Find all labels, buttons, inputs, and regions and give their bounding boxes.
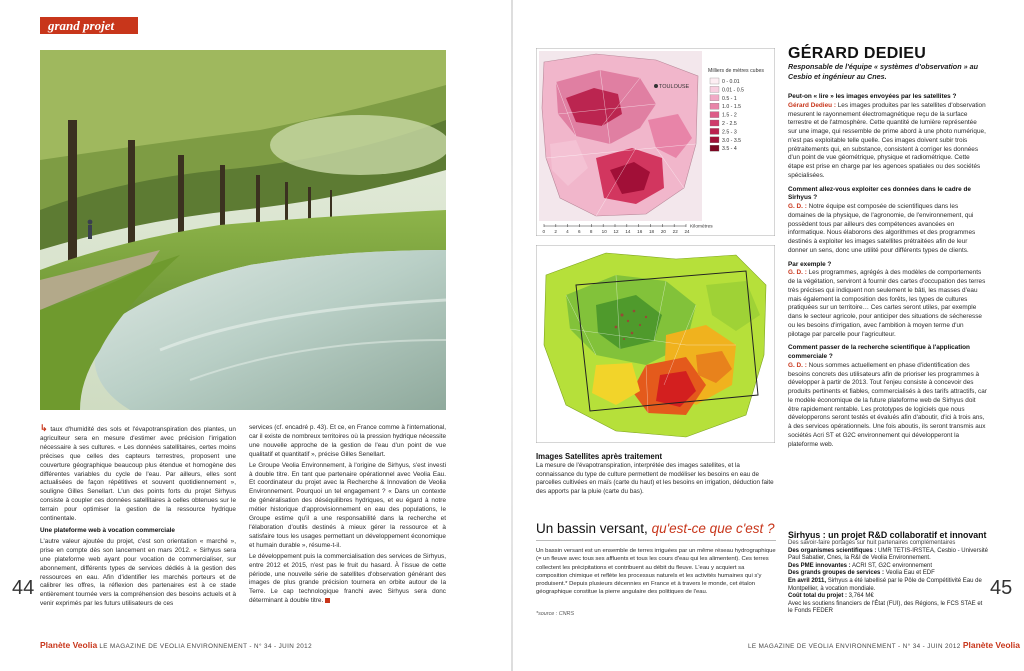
scale-tick-label: 22 xyxy=(672,229,678,234)
interview-question-1: Peut-on « lire » les images envoyées par les satellites ? xyxy=(788,93,957,100)
bassin-title-part-b: qu'est-ce que c'est ? xyxy=(651,521,775,536)
scale-tick-label: 8 xyxy=(589,229,593,234)
legend-swatch xyxy=(710,145,719,151)
map-maize-water-needs xyxy=(536,48,775,236)
bassin-versant-text: Un bassin versant est un ensemble de terres irriguées par un même réseau hydrographique (= un fleuve avec tous ses affluents et tous les cours d'eau qui les alimentent). Ces terres collectent les précipitations et contribuent au débit du fleuve. L'eau y acquiert sa composition chimique et reflète les processus naturels et les activités humaines qui s'y produisent.* Depuis plusieurs décennies en France et à travers le monde, cet étalon géographique constitue la pierre angulaire des politiques de l'eau. xyxy=(536,548,776,596)
bassin-title-part-a: Un bassin versant, xyxy=(536,521,648,536)
map-caption-title: Images Satellites après traitement xyxy=(536,452,663,461)
scale-tick-label: 16 xyxy=(637,229,643,234)
interview-question-4: Comment passer de la recherche scientifique à l'application commerciale ? xyxy=(788,344,970,360)
map-caption: La mesure de l'évapotranspiration, interprétée des images satellites, et la connaissance du type de culture permettent de modéliser les besoins en eau de parcelles cultivées en maïs (carte du haut) et les besoins en irrigation, déduction faite des apports par la pluie (carte du bas). xyxy=(536,462,774,495)
page-number-right: 45 xyxy=(990,577,1013,599)
footer-right xyxy=(748,640,1020,650)
interviewee-role: Responsable de l'équipe « systèmes d'observation » au Cesbio et ingénieur au Cnes. xyxy=(788,62,978,81)
scale-tick-label: 12 xyxy=(613,229,619,234)
scale-unit-label: Kilomètres xyxy=(690,224,713,230)
scale-tick-label: 18 xyxy=(649,229,655,234)
map-legend-title: Milliers de mètres cubes xyxy=(708,68,764,74)
footer-text-left: LE MAGAZINE DE VEOLIA ENVIRONNEMENT - N° 34 - JUIN 2012 xyxy=(99,643,312,650)
section-rubric: grand projet xyxy=(40,17,138,34)
col2-paragraph-1: services (cf. encadré p. 43). Et ce, en France comme à l'international, car il existe de nombreux territoires où la pression hydrique nécessite une nouvelle approche de la gestion de l'eau d'un point de vue qualitatif et quantitatif », précise Gilles Senellart. xyxy=(249,424,446,458)
interview-question-3: Par exemple ? xyxy=(788,260,832,268)
legend-swatch xyxy=(710,103,719,109)
scale-tick-label: 2 xyxy=(554,229,557,234)
scale-tick-label: 14 xyxy=(625,229,631,234)
interview-answer-2: G. D. : Notre équipe est composée de scientifiques dans les domaines de la physique, de l'agronomie, de l'environnement, qui possèdent tous par ailleurs des compétences avancées en informatique. Nous élaborons des algorithmes et des programmes destinés à exploiter les images satellites prétraitées afin de leur donner un sens, donc une utilité pour différents types de clients. xyxy=(788,203,976,254)
col2-paragraph-2: Le Groupe Veolia Environnement, à l'origine de Sirhyus, s'est investi à double titre. En tant que partenaire opérationnel avec Veolia Eau. Et coordinateur du projet avec la Recherche & Innovation de Veolia Environnement. Pourquoi un tel engagement ? « Dans un contexte de généralisation des déséquilibres hydriques, et eu égard à notre métier historique d'approvisionnement en eau des populations, le Groupe estime qu'il a une responsabilité dans la recherche et l'élaboration d'outils destinés à mieux gérer la ressource et à satisfaire tous les usages permettant un développement économique et humain durable », résume-t-il. xyxy=(249,461,446,549)
legend-swatch xyxy=(710,86,719,92)
box-line: Coût total du projet : 3,764 M€ xyxy=(788,593,874,600)
box-line: Des PME innovantes : ACRI ST, G2C environnement xyxy=(788,562,933,569)
footer-brand-left: Planète Veolia xyxy=(40,640,98,650)
scale-tick-label: 10 xyxy=(601,229,607,234)
bassin-versant-title xyxy=(536,521,775,536)
legend-label: 0 - 0.01 xyxy=(722,79,740,85)
interview-answer-4: G. D. : Nous sommes actuellement en phase d'identification des besoins concrets des utilisateurs afin de prioriser les programmes à développer à partir de 2013. Tout l'enjeu consiste à concevoir des produits pertinents et fiables, commercialisés à des tarifs attractifs, car le modèle économique de la future plateforme web de Sirhyus doit être rapidement rentable. Les prototypes de logiciels que nous développerons seront testés et évalués afin d'aboutir, d'ici à trois ans, à des services opérationnels. Une fois aboutis, ils seront transmis aux sociétés Acri ST et G2C environnement qui développeront la plateforme web. xyxy=(788,361,987,448)
legend-label: 3.0 - 3.5 xyxy=(722,137,742,144)
walker-figure xyxy=(88,225,92,239)
canal-photo xyxy=(40,50,446,410)
legend-label: 3.5 - 4 xyxy=(722,146,737,153)
page-number-left: 44 xyxy=(12,577,35,599)
col1-intro: taux d'humidité des sols et l'évapotranspiration des plantes, un agriculteur sera en mesure d'estimer avec précision l'irrigation nécessaire à ses cultures. « Les données satellitaires, certes moins précises que celles des capteurs terrestres, proposent une couverture géographique beaucoup plus étendue et homogène des différentes variables du cycle de l'eau. Par ailleurs, elles sont actualisées de façon répétitives et souvent quotidiennement », souligne Gilles Senellart. L'un des points forts du projet Sirhyus consiste à coupler ces données satellitaires à celles obtenues sur le terrain pour optimiser la gestion de la ressource hydrique continentale. xyxy=(40,426,236,523)
footer-brand-right: Planète Veolia xyxy=(962,640,1020,650)
col1-subhead: Une plateforme web à vocation commerciale xyxy=(40,526,175,534)
page-gutter xyxy=(511,0,513,671)
box-title: Sirhyus : un projet R&D collaboratif et innovant xyxy=(788,530,987,540)
scale-tick-label: 6 xyxy=(578,229,581,234)
scale-tick-label: 0 xyxy=(542,229,546,234)
legend-label: 1.0 - 1.5 xyxy=(722,104,742,111)
legend-label: 2.5 - 3 xyxy=(722,129,737,136)
col1-paragraph-2: L'autre valeur ajoutée du projet, c'est son orientation « marché », prise en compte dès son lancement en mars 2012. « Sirhyus sera une plateforme web ayant pour vocation de commercialiser, sur abonnement, différents types de services dédiés à la gestion des ressources en eau. Afin d'identifier les marchés porteurs et de calibrer les offres, la réflexion des partenaires est à ce stade entièrement tournée vers la compréhension des besoins actuels et à venir exprimés par les futurs utilisateurs de ces xyxy=(40,537,236,608)
left-column-2 xyxy=(249,424,446,608)
footer-left xyxy=(40,640,312,650)
box-subtitle: Des savoir-faire portagés sur huit partenaires complémentaires xyxy=(788,540,956,546)
scale-tick-label: 4 xyxy=(566,229,569,234)
scale-tick-label: 20 xyxy=(660,229,666,234)
canal-photo-illustration xyxy=(40,50,446,410)
sirhyus-partners-box xyxy=(788,530,988,616)
legend-swatch xyxy=(710,112,719,118)
legend-label: 2 - 2.5 xyxy=(722,121,737,127)
col2-paragraph-3: Le développement puis la commercialisation des services de Sirhyus, entre 2012 et 2015, n'est pas le fruit du hasard. À l'issue de cette période, une nouvelle série de satellites d'observation générant des images de plus grande précision tournera en orbite autour de la Terre. Le cap technologique franchi avec Sirhyus sera donc déterminant à double titre. xyxy=(249,552,446,605)
legend-swatch xyxy=(710,120,719,126)
map-irrigation-needs xyxy=(536,245,775,443)
box-line: En avril 2011, Sirhyus a été labellisé par le Pôle de Compétitivité Eau de Montpellier, à vocation mondiale. xyxy=(788,577,982,592)
scale-tick-label: 24 xyxy=(684,229,690,234)
box-line: Avec les soutiens financiers de l'État (FUI), des Régions, le FCS STAE et le Fonds FEDER xyxy=(788,600,983,615)
legend-swatch xyxy=(710,95,719,101)
box-line: Des grands groupes de services : Veolia Eau et EDF xyxy=(788,570,935,577)
legend-label: 0.5 - 1 xyxy=(722,95,737,102)
interview-body xyxy=(788,93,987,449)
legend-swatch xyxy=(710,78,719,84)
interviewee-name: GÉRARD DEDIEU xyxy=(788,45,927,62)
end-mark-icon xyxy=(325,598,330,603)
legend-label: 0.01 - 0.5 xyxy=(722,87,744,94)
legend-swatch xyxy=(710,128,719,134)
left-column-1 xyxy=(40,424,236,611)
footer-text-right: LE MAGAZINE DE VEOLIA ENVIRONNEMENT - N° 34 - JUIN 2012 xyxy=(748,643,961,650)
legend-label: 1.5 - 2 xyxy=(722,112,737,119)
bassin-source: *source : CNRS xyxy=(536,611,575,617)
continuation-arrow-icon: ↳ xyxy=(40,423,48,433)
box-line: Des organismes scientifiques : UMR TETIS-IRSTEA, Cesbio - Université Paul Sabatier, Cnes, la R&I de Veolia Environnement. xyxy=(788,547,988,562)
city-label: TOULOUSE xyxy=(659,84,690,90)
interview-answer-3: G. D. : Les programmes, agrégés à des modèles de comportements de la végétation, serviront à fournir des cartes d'occupation des terres très précises qui indiquent non seulement le bâti, les masses d'eau mais également la composition des forêts, les types de cultures pratiquées sur un territoire… Ces cartes seront utiles, par exemple dans le secteur agricole, pour anticiper des situations de sécheresse ou les besoins d'irrigation, avec l'ambition à moyen terme d'un pilotage par parcelle pour l'agriculteur. xyxy=(788,269,986,338)
legend-swatch xyxy=(710,137,719,143)
bassin-divider xyxy=(536,540,776,541)
interview-answer-1: Gérard Dedieu : Les images produites par les satellites d'observation mesurent le rayonnement électromagnétique reçu de la surface terrestre et de l'atmosphère. Cette quantité de lumière représentée sur une image, qui ressemble de prime abord à une photo numérique, n'est pas exploitable telle quelle. Ces images doivent subir trois prétraitements qui, en substance, consistent à corriger les données d'un point de vue géométrique, physique et radiométrique. Cette étape est prise en charge par les agences spatiales ou des sociétés spécialisées. xyxy=(788,101,986,179)
interview-question-2: Comment allez-vous exploiter ces données dans le cadre de Sirhyus ? xyxy=(788,185,971,202)
